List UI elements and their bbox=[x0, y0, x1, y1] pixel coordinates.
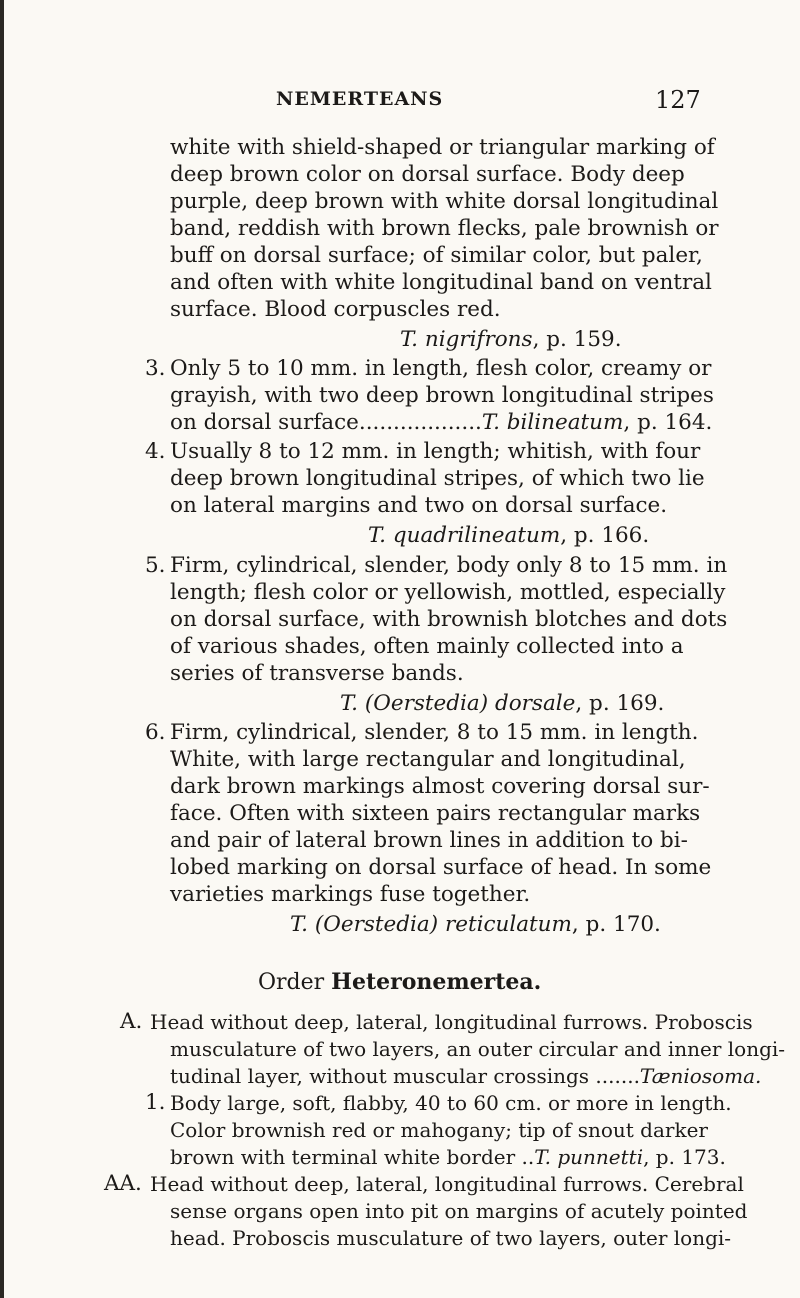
text-line: white with shield-shaped or triangular marking of bbox=[170, 135, 715, 160]
item-number: 4. bbox=[145, 439, 166, 464]
text-line: Only 5 to 10 mm. in length, flesh color, creamy or bbox=[170, 356, 712, 381]
page-reference: , p. 170. bbox=[571, 912, 661, 937]
text-line: Firm, cylindrical, slender, body only 8 to 15 mm. in bbox=[170, 553, 728, 578]
item-number: 6. bbox=[145, 720, 166, 745]
species-name: T. (Oerstedia) dorsale bbox=[340, 691, 576, 716]
text-line: Head without deep, lateral, longitudinal furrows. Proboscis bbox=[150, 1010, 753, 1034]
text-line: White, with large rectangular and longitudinal, bbox=[170, 747, 686, 772]
text-line: and pair of lateral brown lines in addition to bi- bbox=[170, 828, 688, 853]
running-header bbox=[0, 88, 800, 118]
genus-name: Tæniosoma. bbox=[639, 1064, 762, 1088]
page-reference: , p. 159. bbox=[532, 327, 622, 352]
text-fragment: brown with terminal white border .. bbox=[170, 1145, 535, 1169]
text-line: purple, deep brown with white dorsal longitudinal bbox=[170, 189, 719, 214]
species-reference bbox=[368, 522, 649, 550]
text-line: varieties markings fuse together. bbox=[170, 882, 531, 907]
text-line: surface. Blood corpuscles red. bbox=[170, 297, 501, 322]
species-name: T. bilineatum bbox=[481, 410, 624, 435]
text-line-with-reference bbox=[170, 409, 712, 437]
text-line: Usually 8 to 12 mm. in length; whitish, with four bbox=[170, 439, 701, 464]
text-line: deep brown color on dorsal surface. Body deep bbox=[170, 162, 685, 187]
species-name: T. quadrilineatum bbox=[368, 523, 561, 548]
page-reference: , p. 166. bbox=[560, 523, 650, 548]
text-line-with-reference bbox=[170, 1062, 761, 1090]
text-line: Color brownish red or mahogany; tip of snout darker bbox=[170, 1118, 708, 1142]
item-number: 1. bbox=[145, 1090, 166, 1115]
page-number: 127 bbox=[655, 86, 701, 114]
species-reference bbox=[400, 326, 622, 354]
text-line: band, reddish with brown flecks, pale brownish or bbox=[170, 216, 719, 241]
page-reference: , p. 169. bbox=[575, 691, 665, 716]
species-reference bbox=[340, 690, 664, 718]
order-prefix: Order bbox=[258, 970, 332, 995]
order-name: Heteronemertea. bbox=[331, 969, 542, 995]
text-line: grayish, with two deep brown longitudinal stripes bbox=[170, 383, 714, 408]
text-line: head. Proboscis musculature of two layers, outer longi- bbox=[170, 1226, 732, 1250]
species-reference bbox=[290, 911, 661, 939]
text-line: musculature of two layers, an outer circular and inner longi- bbox=[170, 1037, 786, 1061]
species-name: T. nigrifrons bbox=[400, 327, 533, 352]
text-line: lobed marking on dorsal surface of head. In some bbox=[170, 855, 712, 880]
text-fragment: on dorsal surface.................. bbox=[170, 410, 482, 435]
text-line: on dorsal surface, with brownish blotches and dots bbox=[170, 607, 728, 632]
text-line: and often with white longitudinal band on ventral bbox=[170, 270, 712, 295]
text-line: on lateral margins and two on dorsal surface. bbox=[170, 493, 668, 518]
text-line: Head without deep, lateral, longitudinal furrows. Cerebral bbox=[150, 1172, 744, 1196]
item-number: AA. bbox=[104, 1171, 142, 1196]
order-heading bbox=[258, 968, 541, 997]
text-line: of various shades, often mainly collected into a bbox=[170, 634, 684, 659]
text-line: series of transverse bands. bbox=[170, 661, 464, 686]
text-line: Firm, cylindrical, slender, 8 to 15 mm. in length. bbox=[170, 720, 699, 745]
text-line-with-reference bbox=[170, 1143, 726, 1171]
item-number: 3. bbox=[145, 356, 166, 381]
species-name: T. punnetti bbox=[534, 1145, 644, 1169]
text-line: length; flesh color or yellowish, mottled, especially bbox=[170, 580, 726, 605]
page-reference: , p. 173. bbox=[643, 1145, 726, 1169]
text-line: buff on dorsal surface; of similar color, but paler, bbox=[170, 243, 703, 268]
text-line: face. Often with sixteen pairs rectangular marks bbox=[170, 801, 701, 826]
running-title: NEMERTEANS bbox=[276, 88, 444, 110]
item-number: A. bbox=[120, 1009, 143, 1034]
text-fragment: tudinal layer, without muscular crossings ....... bbox=[170, 1064, 640, 1088]
text-line: dark brown markings almost covering dorsal sur- bbox=[170, 774, 710, 799]
item-number: 5. bbox=[145, 553, 166, 578]
text-line: Body large, soft, flabby, 40 to 60 cm. or more in length. bbox=[170, 1091, 732, 1115]
text-line: deep brown longitudinal stripes, of which two lie bbox=[170, 466, 705, 491]
species-name: T. (Oerstedia) reticulatum bbox=[290, 912, 572, 937]
text-line: sense organs open into pit on margins of acutely pointed bbox=[170, 1199, 748, 1223]
page-reference: , p. 164. bbox=[623, 410, 713, 435]
